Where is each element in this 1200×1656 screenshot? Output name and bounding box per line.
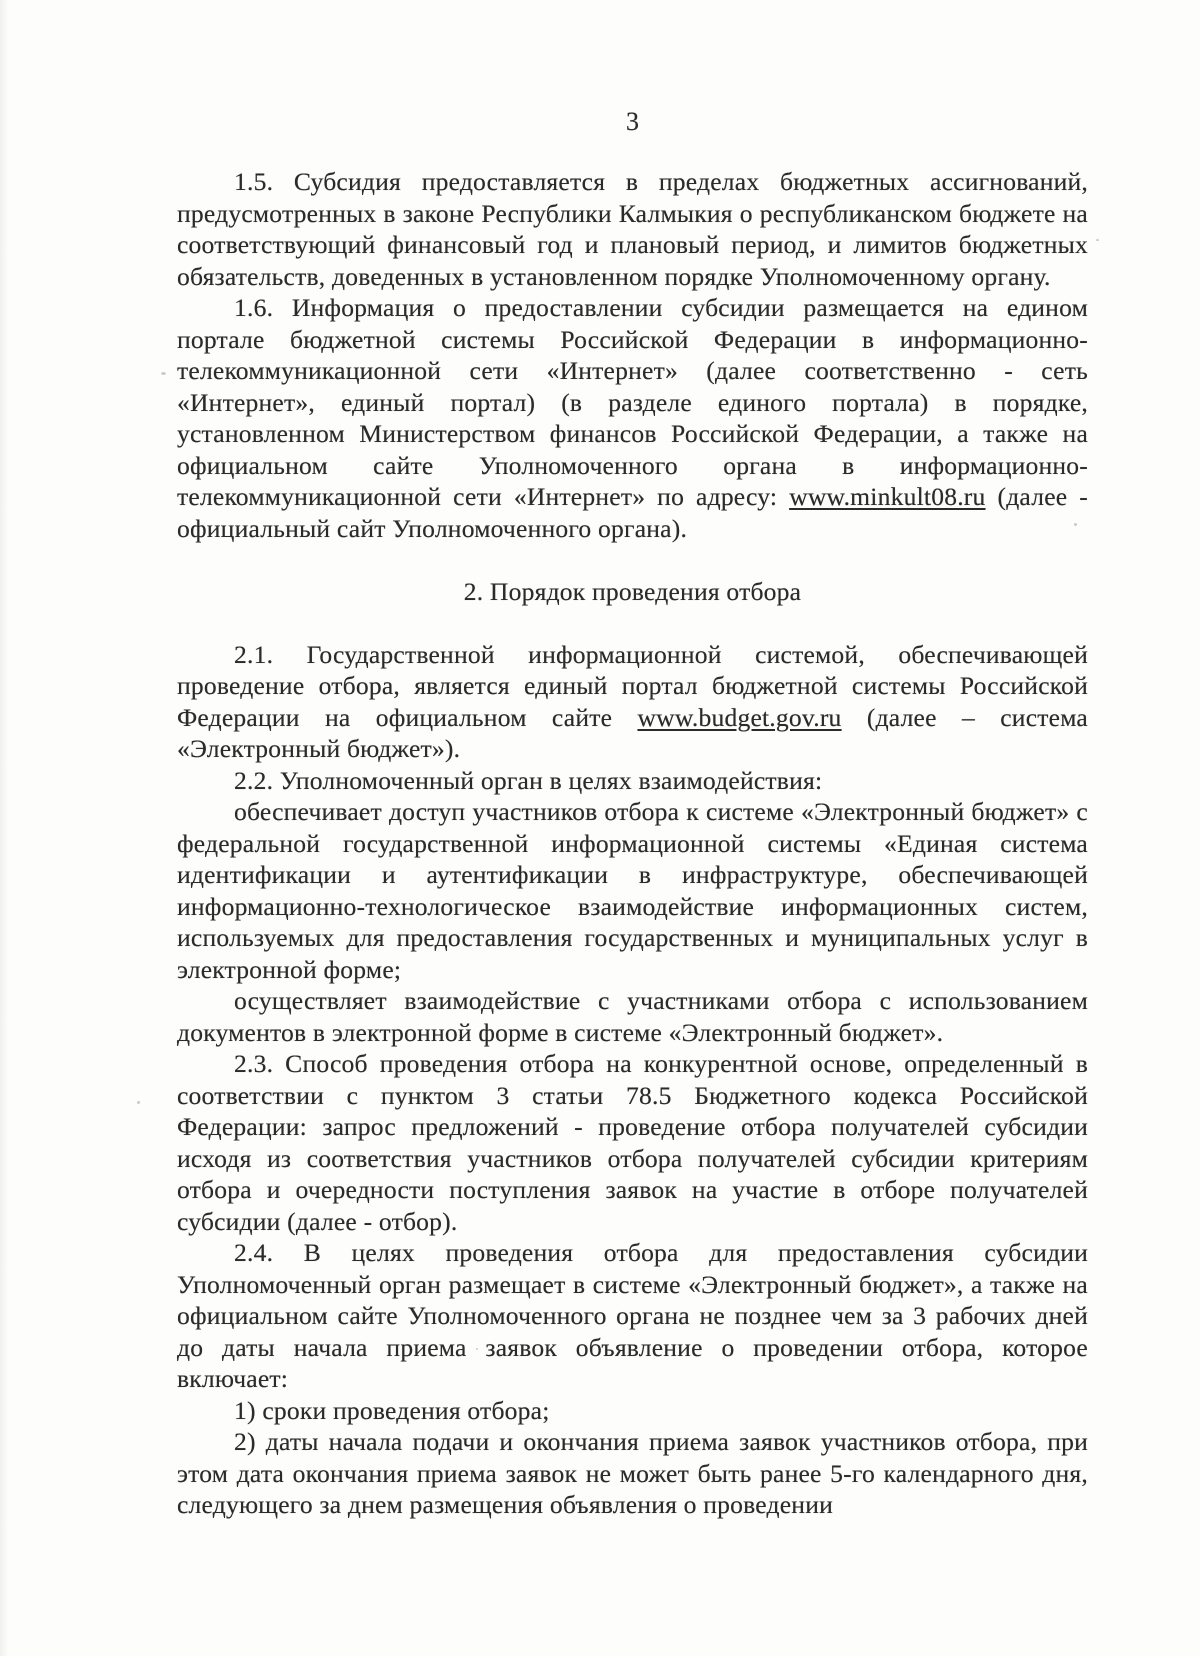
scan-speck [137,1101,140,1104]
para-2-1 [177,639,1088,765]
para-2-2 [177,765,1088,797]
scan-speck [1096,239,1099,241]
minkult-url-text: www.minkult08.ru [789,482,986,511]
para-2-4 [177,1237,1088,1395]
text-run: (далее - официальный сайт Уполномоченного органа). [177,482,1089,543]
para-2-2-item-2 [177,985,1088,1048]
text-run: 2.3. Способ проведения отбора на конкурентной основе, определенный в соответствии с пунктом 3 статьи 78.5 Бюджетного кодекса Российской Федерации: запрос предложений - проведение отбора получателей субсидии исходя из соответствия участников отбора получателей субсидии критериям отбора и очередности поступления заявок на участие в отборе получателей субсидии (далее - отбор). [177,1049,1088,1236]
text-run: 1.5. Субсидия предоставляется в пределах бюджетных ассигнований, предусмотренных в законе Республики Калмыкия о республиканском бюджете на соответствующий финансовый год и плановый период, и лимитов бюджетных обязательств, доведенных в установленном порядке Уполномоченному органу. [177,167,1088,291]
document-body [177,166,1088,1521]
text-run: обеспечивает доступ участников отбора к системе «Электронный бюджет» с федеральной государственной информационной системы «Единая система идентификации и аутентификации в инфраструктуре, обеспечивающей информационно-технологическое взаимодействие информационных систем, используемых для предоставления государственных и муниципальных услуг в электронной форме; [177,797,1088,984]
para-1-6 [177,292,1088,544]
para-2-2-item-1 [177,796,1088,985]
para-1-5 [177,166,1088,292]
text-run: 2) даты начала подачи и окончания приема заявок участников отбора, при этом дата окончания приема заявок не может быть ранее 5-го календарного дня, следующего за днем размещения объявления о проведении [177,1427,1088,1519]
page-number: 3 [626,107,639,136]
text-run: 1.6. Информация о предоставлении субсидии размещается на едином портале бюджетной системы Российской Федерации в информационно-телекоммуникационной сети «Интернет» (далее соответственно - сеть «Интернет», единый портал) (в разделе единого портала) в порядке, установленном Министерством финансов Российской Федерации, а также на официальном сайте Уполномоченного органа в информационно-телекоммуникационной сети «Интернет» по адресу: [177,293,1088,511]
para-2-4-list-1 [177,1395,1088,1427]
scan-speck [161,372,166,375]
text-run: осуществляет взаимодействие с участниками отбора с использованием документов в электронной форме в системе «Электронный бюджет». [177,986,1088,1047]
para-2-4-list-2 [177,1426,1088,1521]
section-2-heading [177,576,1088,608]
text-run: 2. Порядок проведения отбора [463,576,802,606]
text-run: 2.1. Государственной информационной системой, обеспечивающей проведение отбора, является единый портал бюджетной системы Российской Федерации на официальном сайте [177,639,1088,732]
text-run: 1) сроки проведения отбора; [234,1395,550,1425]
text-run: 2.4. В целях проведения отбора для предоставления субсидии Уполномоченный орган размещает в системе «Электронный бюджет», а также на официальном сайте Уполномоченного органа не позднее чем за 3 рабочих дней до даты начала приема заявок объявление о проведении отбора, которое включает: [177,1238,1088,1393]
text-run: (далее – система «Электронный бюджет»). [177,702,1088,763]
para-2-3 [177,1048,1088,1237]
text-run: 2.2. Уполномоченный орган в целях взаимодействия: [234,765,823,795]
budget-url-text: www.budget.gov.ru [637,702,842,732]
